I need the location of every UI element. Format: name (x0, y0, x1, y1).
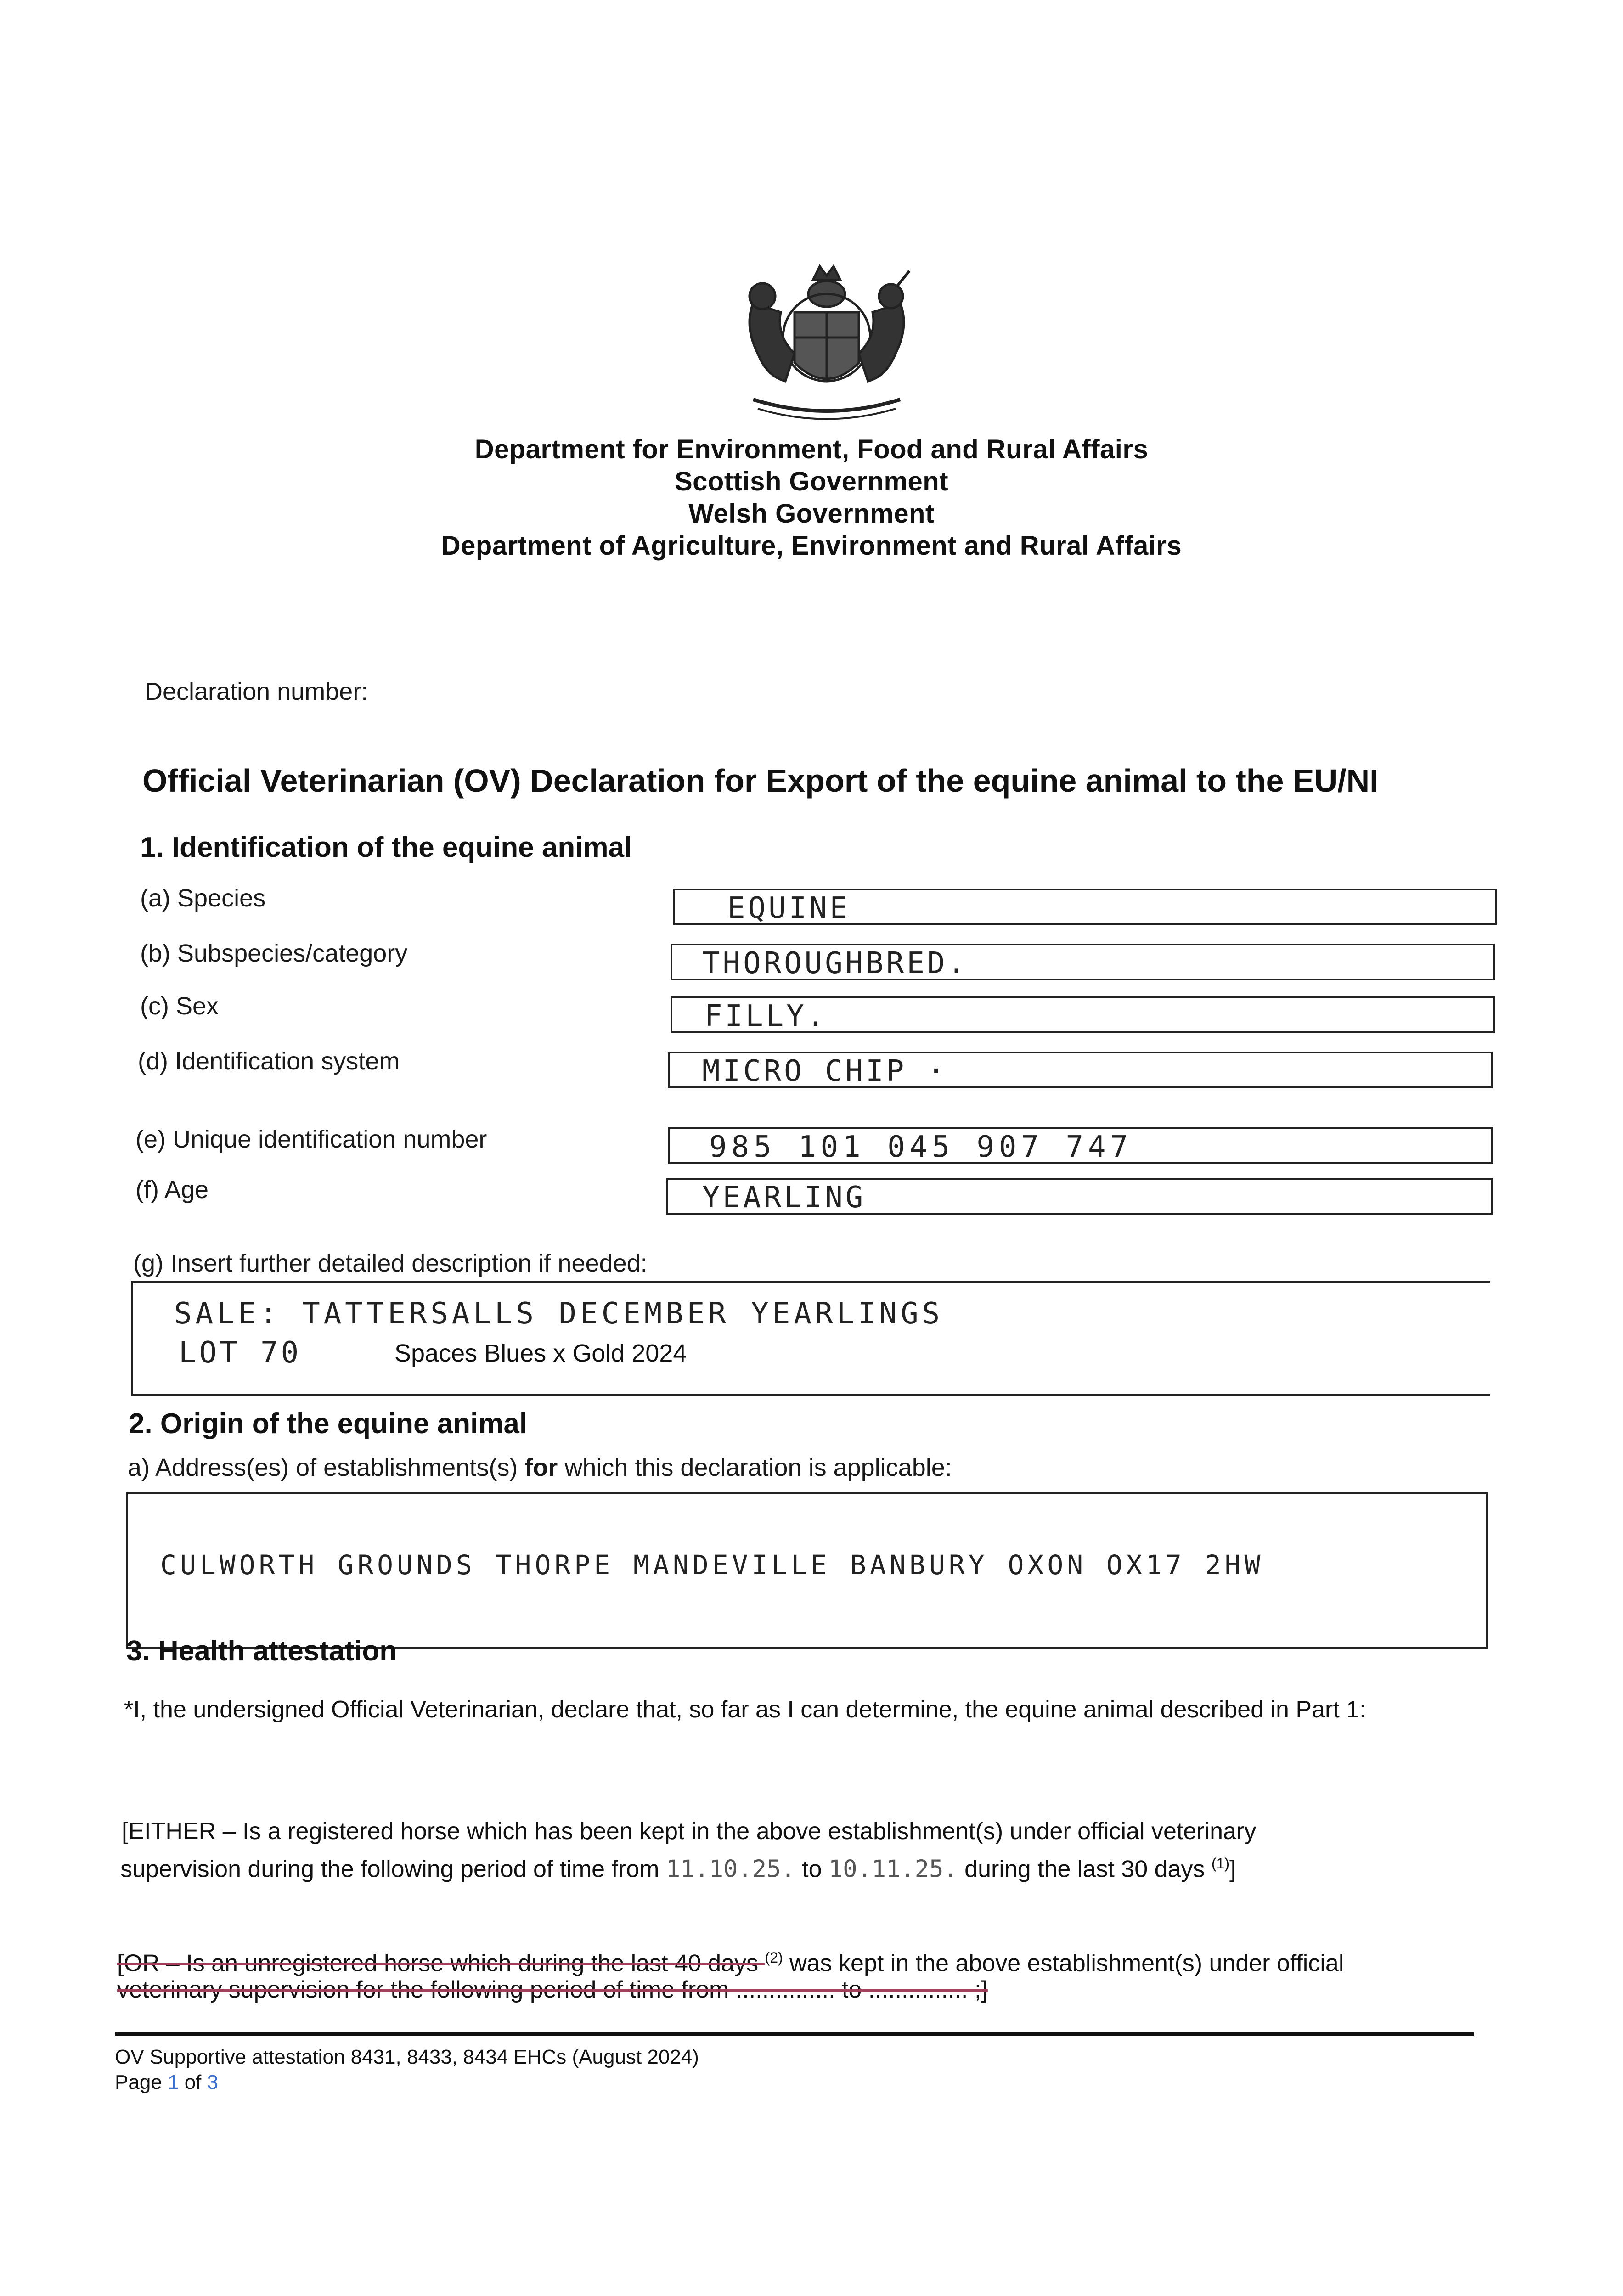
department-welsh-government: Welsh Government (688, 499, 935, 529)
department-scottish-government: Scottish Government (674, 467, 949, 496)
or-line1-end: was kept in the above establishment(s) under official (783, 1950, 1344, 1977)
health-intro: *I, the undersigned Official Veterinarian, declare that, so far as I can determine, the equine animal described in Part 1: (124, 1696, 1366, 1723)
unique-id-label: (e) Unique identification number (135, 1125, 487, 1153)
section1-heading: 1. Identification of the equine animal (140, 832, 632, 863)
page-number: 1 (167, 2071, 179, 2093)
subspecies-label: (b) Subspecies/category (140, 940, 408, 967)
of-word: of (179, 2071, 207, 2093)
page-title: Official Veterinarian (OV) Declaration for Export of the equine animal to the EU/NI (142, 763, 1379, 799)
either-footnote-ref: (1) (1211, 1855, 1229, 1872)
or-footnote-ref: (2) (765, 1949, 783, 1966)
department-daera: Department of Agriculture, Environment and Rural Affairs (441, 531, 1182, 561)
either-from-date: 11.10.25. (665, 1855, 795, 1883)
address-label-start: a) Address(es) of establishments(s) (128, 1454, 525, 1481)
unique-id-value: 985 101 045 907 747 (709, 1130, 1133, 1164)
or-line1-start: [OR – Is an unregistered horse which during the last 40 days (117, 1950, 765, 1977)
further-description-line1: SALE: TATTERSALLS DECEMBER YEARLINGS (174, 1297, 944, 1331)
royal-crest-icon (726, 262, 928, 427)
either-line2-start: supervision during the following period of time from (120, 1856, 666, 1883)
section3-heading: 3. Health attestation (126, 1635, 397, 1667)
either-to-word: to (795, 1856, 828, 1883)
further-description-lot: LOT 70 (179, 1336, 302, 1370)
species-label: (a) Species (140, 884, 266, 912)
department-defra: Department for Environment, Food and Rural Affairs (474, 434, 1149, 464)
address-label-bold: for (524, 1454, 558, 1481)
footer-divider (115, 2032, 1474, 2036)
sex-value: FILLY. (704, 999, 828, 1033)
or-line1 (117, 1942, 1344, 1978)
sex-field[interactable] (671, 996, 1495, 1033)
age-value: YEARLING (702, 1181, 866, 1215)
page-total: 3 (207, 2071, 219, 2093)
address-label-end: which this declaration is applicable: (558, 1454, 952, 1481)
either-line1: [EITHER – Is a registered horse which has been kept in the above establishment(s) under official veterinary (122, 1818, 1257, 1845)
address-value: CULWORTH GROUNDS THORPE MANDEVILLE BANBURY OXON OX17 2HW (160, 1549, 1264, 1581)
identification-system-label: (d) Identification system (138, 1047, 400, 1075)
subspecies-value: THOROUGHBRED. (702, 946, 968, 980)
footer-attestation: OV Supportive attestation 8431, 8433, 8434 EHCs (August 2024) (115, 2046, 699, 2068)
either-line2-end: during the last 30 days (958, 1856, 1212, 1883)
footer-page (115, 2071, 218, 2094)
address-label (128, 1453, 952, 1482)
sex-label: (c) Sex (140, 992, 219, 1020)
unique-id-field[interactable] (668, 1127, 1493, 1164)
either-close-bracket: ] (1229, 1856, 1236, 1883)
section2-heading: 2. Origin of the equine animal (129, 1408, 528, 1440)
either-line2 (120, 1848, 1236, 1884)
species-value: EQUINE (727, 891, 851, 925)
further-description-typed: Spaces Blues x Gold 2024 (394, 1339, 687, 1367)
or-line2: veterinary supervision for the following period of time from ............... to ............... ;] (117, 1976, 988, 2003)
age-field[interactable] (666, 1178, 1493, 1215)
identification-system-value: MICRO CHIP · (702, 1054, 948, 1088)
further-description-label: (g) Insert further detailed description if needed: (133, 1249, 648, 1277)
species-field[interactable] (673, 889, 1497, 925)
declaration-number-label: Declaration number: (145, 678, 368, 705)
either-to-date: 10.11.25. (828, 1855, 958, 1883)
address-field[interactable] (126, 1492, 1488, 1649)
page-word: Page (115, 2071, 168, 2093)
identification-system-field[interactable] (668, 1052, 1493, 1088)
age-label: (f) Age (135, 1176, 209, 1204)
subspecies-field[interactable] (671, 944, 1495, 980)
further-description-field[interactable] (131, 1281, 1490, 1396)
